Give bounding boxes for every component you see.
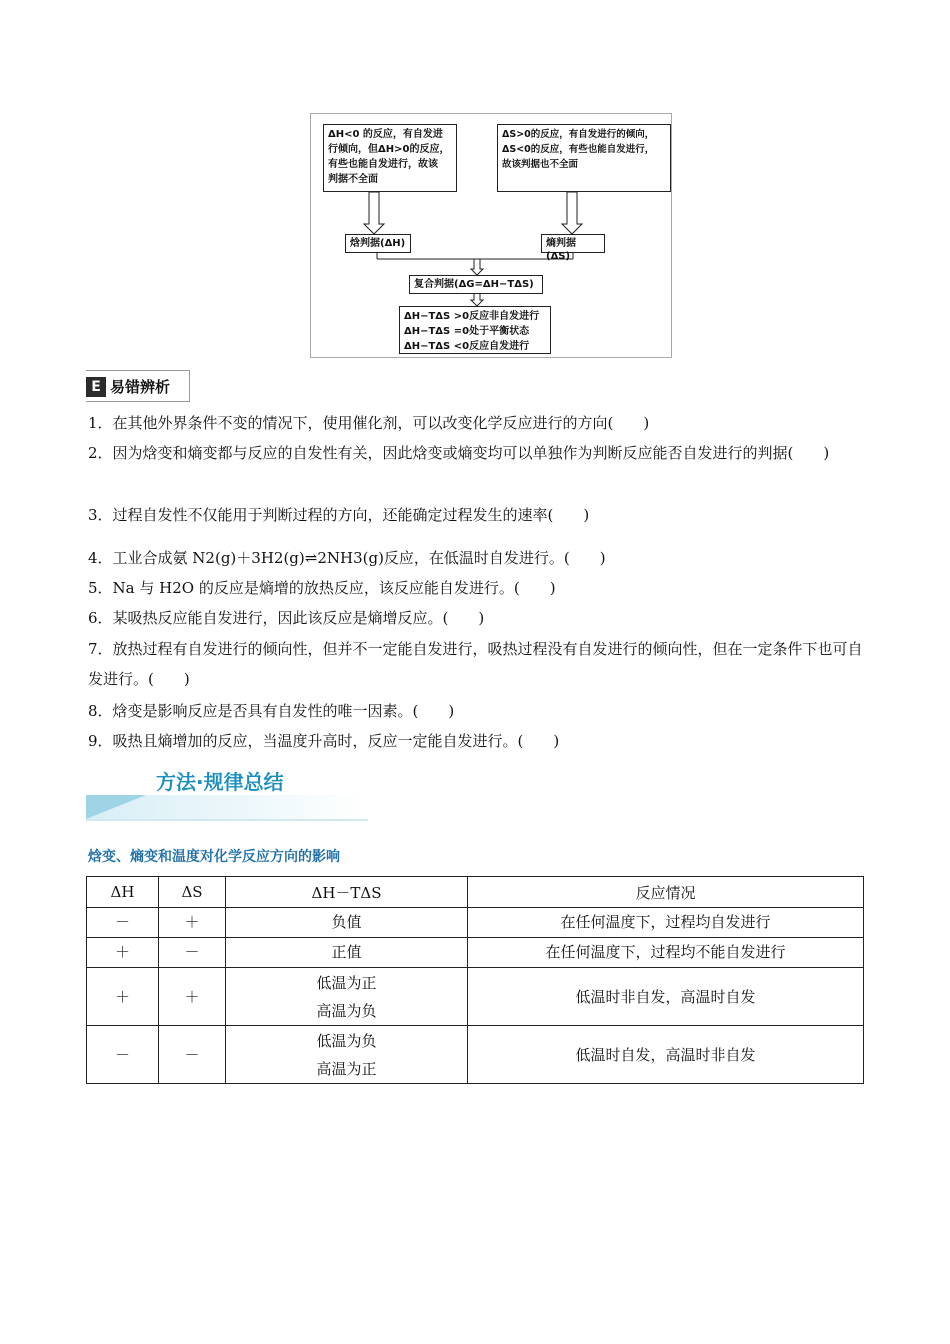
question-6: 6．某吸热反应能自发进行，因此该反应是熵增反应。( ) <box>88 609 485 627</box>
combined-criterion-box: 复合判据(ΔG=ΔH−TΔS) <box>409 275 543 294</box>
cell-dh: － <box>87 1026 159 1084</box>
result-line: ΔH−TΔS <0反应自发进行 <box>404 341 530 352</box>
cell-dh: ＋ <box>87 938 159 968</box>
question-4: 4．工业合成氨 N2(g)＋3H2(g)⇌2NH3(g)反应，在低温时自发进行。( ) <box>88 549 606 567</box>
question-9: 9．吸热且熵增加的反应，当温度升高时，反应一定能自发进行。( ) <box>88 732 560 750</box>
cell-result: 低温时非自发，高温时自发 <box>468 968 864 1026</box>
influence-table <box>86 876 864 1084</box>
entropy-note-line: ΔS>0的反应，有自发进行的倾向， <box>502 129 655 140</box>
cell-dg: 正值 <box>226 938 468 968</box>
header-result: 反应情况 <box>468 877 864 908</box>
table-row <box>87 938 864 968</box>
cell-dh: ＋ <box>87 968 159 1026</box>
results-box <box>399 306 551 354</box>
question-3: 3．过程自发性不仅能用于判断过程的方向，还能确定过程发生的速率( ) <box>88 506 590 524</box>
cell-dg: 负值 <box>226 908 468 938</box>
cell-result: 在任何温度下，过程均不能自发进行 <box>468 938 864 968</box>
error-section-header <box>86 370 190 402</box>
method-section-header <box>86 762 368 824</box>
result-line: ΔH−TΔS =0处于平衡状态 <box>404 326 530 337</box>
enthalpy-criterion-box: 焓判据(ΔH) <box>345 234 411 253</box>
enthalpy-note-line: 行倾向，但ΔH>0的反应， <box>328 144 450 155</box>
cell-dg <box>226 1026 468 1084</box>
entropy-note-box <box>497 124 671 192</box>
entropy-criterion-box: 熵判据(ΔS) <box>541 234 605 253</box>
entropy-note-line: 故该判据也不全面 <box>502 159 579 170</box>
method-band-triangle <box>86 795 146 819</box>
cell-result: 在任何温度下，过程均自发进行 <box>468 908 864 938</box>
question-8: 8．焓变是影响反应是否具有自发性的唯一因素。( ) <box>88 702 455 720</box>
entropy-note-line: ΔS<0的反应，有些也能自发进行， <box>502 144 655 155</box>
header-ds: ΔS <box>159 877 226 908</box>
table-header-row <box>87 877 864 908</box>
cell-dh: － <box>87 908 159 938</box>
cell-ds: ＋ <box>159 968 226 1026</box>
enthalpy-note-line: 有些也能自发进行，故该 <box>328 159 438 170</box>
cell-ds: － <box>159 1026 226 1084</box>
table-title: 焓变、熵变和温度对化学反应方向的影响 <box>88 849 340 865</box>
table-row <box>87 968 864 1026</box>
table-row <box>87 908 864 938</box>
cell-ds: － <box>159 938 226 968</box>
header-dh: ΔH <box>87 877 159 908</box>
question-1: 1．在其他外界条件不变的情况下，使用催化剂，可以改变化学反应进行的方向( ) <box>88 414 650 432</box>
cell-result: 低温时自发，高温时非自发 <box>468 1026 864 1084</box>
dg-low-temp: 低温为负 <box>316 1031 377 1050</box>
method-underline <box>86 819 368 821</box>
header-dg: ΔH－TΔS <box>226 877 468 908</box>
criteria-diagram <box>310 113 672 358</box>
question-5: 5．Na 与 H2O 的反应是熵增的放热反应，该反应能自发进行。( ) <box>88 579 556 597</box>
error-section-title: 易错辨析 <box>110 378 171 396</box>
dg-low-temp: 低温为正 <box>316 973 377 992</box>
table-row <box>87 1026 864 1084</box>
enthalpy-note-line: 判据不全面 <box>328 174 378 185</box>
result-line: ΔH−TΔS >0反应非自发进行 <box>404 311 540 322</box>
cell-ds: ＋ <box>159 908 226 938</box>
method-section-title: 方法·规律总结 <box>156 770 284 794</box>
dg-high-temp: 高温为正 <box>316 1059 377 1078</box>
cell-dg <box>226 968 468 1026</box>
question-2: 2．因为焓变和熵变都与反应的自发性有关，因此焓变或熵变均可以单独作为判断反应能否自发进行的判据( ) <box>88 444 830 462</box>
enthalpy-note-box <box>323 124 457 192</box>
question-7: 7．放热过程有自发进行的倾向性，但并不一定能自发进行，吸热过程没有自发进行的倾向性，但在一定条件下也可自发进行。( ) <box>88 640 863 688</box>
section-e-icon: E <box>86 377 106 397</box>
enthalpy-note-line: ΔH<0 的反应，有自发进 <box>328 129 443 140</box>
dg-high-temp: 高温为负 <box>316 1001 377 1020</box>
